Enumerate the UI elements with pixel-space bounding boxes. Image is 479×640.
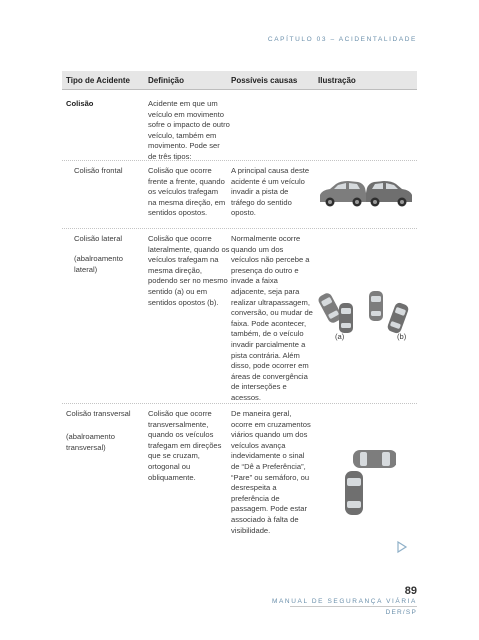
row-divider (62, 228, 417, 229)
row-transversal-type: Colisão transversal (66, 409, 131, 418)
next-page-arrow-icon[interactable] (396, 540, 408, 554)
column-header-definition: Definição (148, 76, 185, 85)
car-icon (345, 471, 363, 515)
row-lateral-definition: Colisão que ocorre lateralmente, quando os veículos trafegam na mesma direção, podendo ser no mesmo sentido (a) ou em sentidos opostos (b). (148, 234, 230, 307)
row-lateral-causes: Normalmente ocorre quando um dos veículos não percebe a presença do outro e invade a faixa adjacente, seja para realizar ultrapassagem, conversão, ou mudar de faixa. Pode acontecer, também, de o veículo invadir parcialmente a pista contrária. Além disso, pode ocorrer em áreas de convergência de interseções e acessos. (231, 234, 313, 402)
row-divider (62, 160, 417, 161)
column-header-type: Tipo de Acidente (66, 76, 131, 85)
column-header-illustration: Ilustração (318, 76, 356, 85)
illustration-label-a: (a) (335, 332, 345, 341)
illustration-label-b: (b) (397, 332, 407, 341)
row-divider (62, 403, 417, 404)
table-header (62, 71, 417, 90)
row-transversal-subtype: (abalroamento transversal) (66, 432, 115, 452)
chapter-header: CAPÍTULO 03 – ACIDENTALIDADE (267, 36, 417, 43)
car-icon (353, 450, 396, 468)
row-lateral-type: Colisão lateral (74, 234, 123, 243)
row-lateral-subtype: (abalroamento lateral) (74, 254, 123, 274)
transversal-collision-illustration (330, 433, 396, 519)
manual-title: MANUAL DE SEGURANÇA VIÁRIA (271, 598, 417, 605)
car-icon (339, 303, 353, 333)
page-number: 89 (404, 585, 417, 597)
frontal-collision-illustration (318, 176, 416, 212)
row-colisao-type: Colisão (66, 99, 94, 108)
car-icon (386, 302, 409, 335)
car-icon (366, 181, 412, 207)
car-icon (369, 291, 383, 321)
row-transversal-causes: De maneira geral, ocorre em cruzamentos viários quando um dos veículos avança indevidamente o sinal de “Dê a Preferência”, “Pare” ou semáforo, ou desrespeita a preferência de passagem. Pode estar associado à falta de visibilidade. (231, 409, 311, 535)
organization-label: DER/SP (385, 609, 417, 616)
row-transversal-definition: Colisão que ocorre transversalmente, quando os veículos trafegam em direções que se cruzam, ortogonal ou obliquamente. (148, 409, 222, 482)
row-colisao-definition: Acidente em que um veículo em movimento sofre o impacto de outro veículo, também em movimento. Pode ser de três tipos: (148, 99, 230, 161)
column-header-causes: Possíveis causas (231, 76, 298, 85)
footer-divider (290, 606, 417, 607)
row-frontal-causes: A principal causa deste acidente é um veículo invadir a pista de tráfego do sentido oposto. (231, 166, 310, 218)
car-icon (320, 181, 366, 207)
row-frontal-definition: Colisão que ocorre frente a frente, quando os veículos trafegam na mesma direção, em sentidos opostos. (148, 166, 226, 218)
row-frontal-type: Colisão frontal (74, 166, 123, 175)
